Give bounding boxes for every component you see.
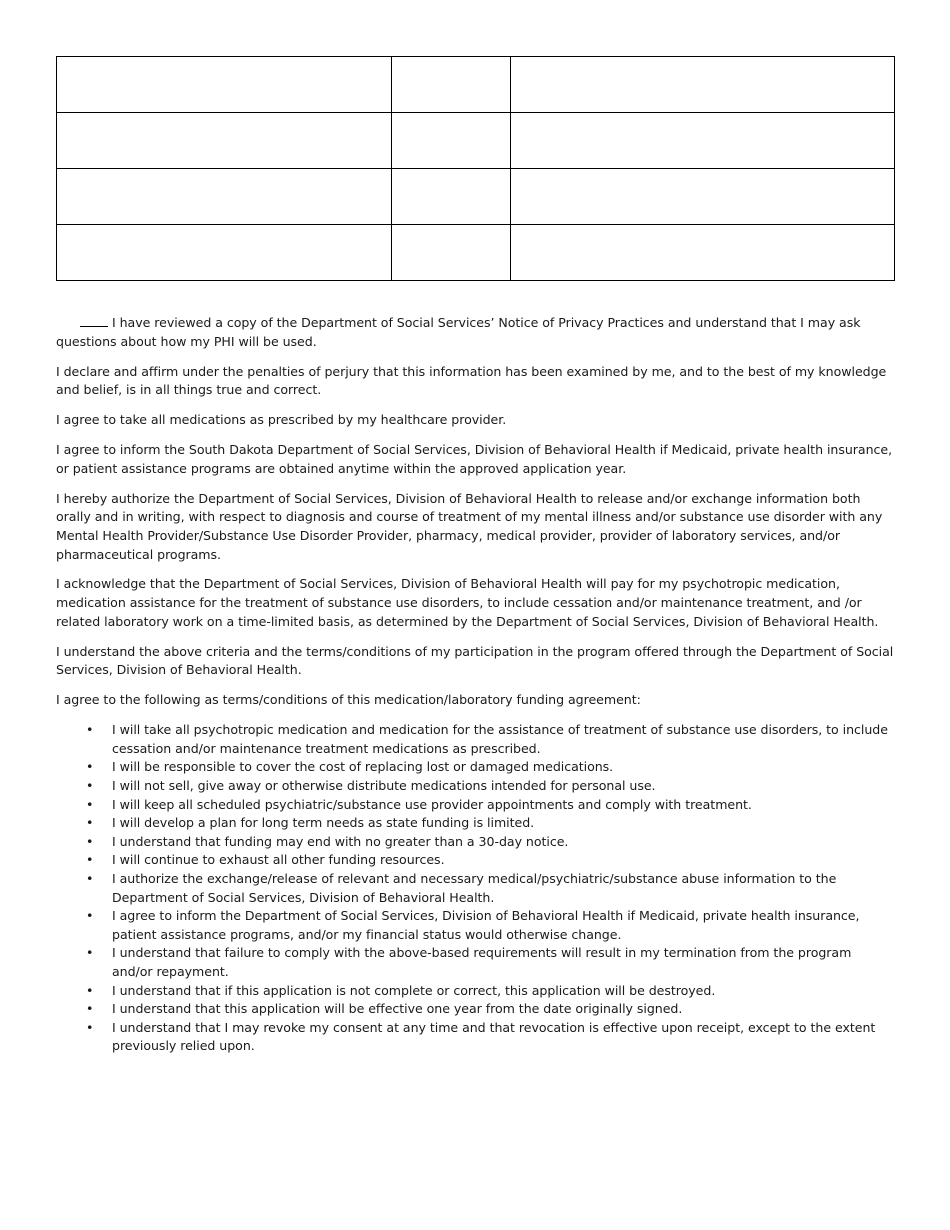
table-cell[interactable] bbox=[392, 57, 511, 113]
terms-intro-paragraph: I agree to the following as terms/conditions of this medication/laboratory funding agreement: bbox=[56, 692, 641, 708]
bullet-icon: • bbox=[86, 833, 94, 849]
list-item-text: I will not sell, give away or otherwise distribute medications intended for personal use. bbox=[112, 778, 656, 793]
bullet-icon: • bbox=[86, 945, 94, 961]
table-cell[interactable] bbox=[511, 225, 895, 281]
bullet-icon: • bbox=[86, 982, 94, 998]
criteria-paragraph: I understand the above criteria and the terms/conditions of my participation in the program offered through the Department of Social Services, Division of Behavioral Health. bbox=[56, 643, 894, 678]
table-row bbox=[57, 113, 895, 169]
privacy-statement: I have reviewed a copy of the Department of Social Services’ Notice of Privacy Practices and understand that I may ask questions about how my PHI will be used. bbox=[56, 315, 861, 349]
bullet-icon: • bbox=[86, 1001, 94, 1017]
table-cell[interactable] bbox=[392, 169, 511, 225]
list-item-text: I will be responsible to cover the cost of replacing lost or damaged medications. bbox=[112, 759, 614, 775]
table-cell[interactable] bbox=[57, 225, 392, 281]
list-item-text: I understand that I may revoke my consent at any time and that revocation is effective upon receipt, except to the extent previously relied upon. bbox=[112, 1019, 876, 1054]
list-item bbox=[56, 982, 894, 1001]
list-item bbox=[56, 851, 894, 870]
list-item-text: I will develop a plan for long term needs as state funding is limited. bbox=[112, 815, 535, 831]
form-table bbox=[56, 56, 895, 281]
bullet-icon: • bbox=[86, 815, 94, 831]
bullet-icon: • bbox=[86, 852, 94, 868]
list-item bbox=[56, 777, 894, 796]
declaration-paragraph: I declare and affirm under the penalties of perjury that this information has been examined by me, and to the best of my knowledge and belief, is in all things true and correct. bbox=[56, 363, 887, 398]
list-item bbox=[56, 721, 894, 758]
acknowledgement-paragraph: I acknowledge that the Department of Social Services, Division of Behavioral Health will pay for my psychotropic medication, medication assistance for the treatment of substance use disorders, to include cessation and/or maintenance treatment, and /or related laboratory work on a time-limited basis, as determined by the Department of Social Services, Division of Behavioral Health. bbox=[56, 576, 879, 629]
list-item bbox=[56, 758, 894, 777]
bullet-icon: • bbox=[86, 722, 94, 738]
list-item-text: I will keep all scheduled psychiatric/substance use provider appointments and comply with treatment. bbox=[112, 796, 752, 812]
list-item-text: I understand that funding may end with no greater than a 30-day notice. bbox=[112, 833, 569, 849]
table-cell[interactable] bbox=[392, 113, 511, 169]
table-cell[interactable] bbox=[57, 57, 392, 113]
list-item bbox=[56, 1019, 894, 1056]
list-item-text: I agree to inform the Department of Social Services, Division of Behavioral Health if Medicaid, private health insurance, patient assistance programs, and/or my financial status would otherwise change. bbox=[112, 908, 860, 942]
table-cell[interactable] bbox=[392, 225, 511, 281]
bullet-icon: • bbox=[86, 778, 94, 793]
list-item bbox=[56, 907, 894, 944]
medication-paragraph: I agree to take all medications as prescribed by my healthcare provider. bbox=[56, 412, 507, 428]
list-item-text: I authorize the exchange/release of relevant and necessary medical/psychiatric/substance abuse information to the Department of Social Services, Division of Behavioral Health. bbox=[112, 870, 837, 905]
bullet-icon: • bbox=[86, 796, 94, 812]
authorization-paragraph: I hereby authorize the Department of Social Services, Division of Behavioral Health to release and/or exchange information both orally and in writing, with respect to diagnosis and course of treatment of my mental illness and/or substance use disorder with any Mental Health Provider/Substance Use Disorder Provider, pharmacy, medical provider, provider of laboratory services, and/or pharmaceutical programs. bbox=[56, 490, 883, 562]
list-item bbox=[56, 814, 894, 833]
table-row bbox=[57, 225, 895, 281]
bullet-icon: • bbox=[86, 908, 94, 924]
inform-paragraph: I agree to inform the South Dakota Department of Social Services, Division of Behavioral Health if Medicaid, private health insurance, or patient assistance programs are obtained anytime within the approved application year. bbox=[56, 442, 893, 476]
table-row bbox=[57, 169, 895, 225]
initials-blank[interactable] bbox=[80, 314, 108, 327]
table-row bbox=[57, 57, 895, 113]
privacy-acknowledgement bbox=[56, 314, 894, 351]
bullet-icon: • bbox=[86, 759, 94, 775]
agreement-text bbox=[56, 314, 894, 1056]
list-item bbox=[56, 870, 894, 907]
list-item bbox=[56, 944, 894, 981]
list-item bbox=[56, 1000, 894, 1019]
list-item-text: I understand that failure to comply with the above-based requirements will result in my termination from the program and/or repayment. bbox=[112, 945, 852, 979]
table-cell[interactable] bbox=[511, 57, 895, 113]
list-item bbox=[56, 833, 894, 852]
table-cell[interactable] bbox=[511, 169, 895, 225]
bullet-icon: • bbox=[86, 870, 94, 886]
table-cell[interactable] bbox=[57, 169, 392, 225]
bullet-icon: • bbox=[86, 1019, 94, 1035]
list-item-text: I will continue to exhaust all other funding resources. bbox=[112, 852, 445, 868]
list-item bbox=[56, 796, 894, 815]
table-cell[interactable] bbox=[57, 113, 392, 169]
terms-list bbox=[56, 721, 894, 1056]
list-item-text: I will take all psychotropic medication and medication for the assistance of treatment of substance use disorders, to include cessation and/or maintenance treatment medications as prescribed. bbox=[112, 722, 888, 756]
list-item-text: I understand that if this application is not complete or correct, this application will be destroyed. bbox=[112, 982, 716, 998]
table-cell[interactable] bbox=[511, 113, 895, 169]
list-item-text: I understand that this application will be effective one year from the date originally signed. bbox=[112, 1001, 683, 1017]
